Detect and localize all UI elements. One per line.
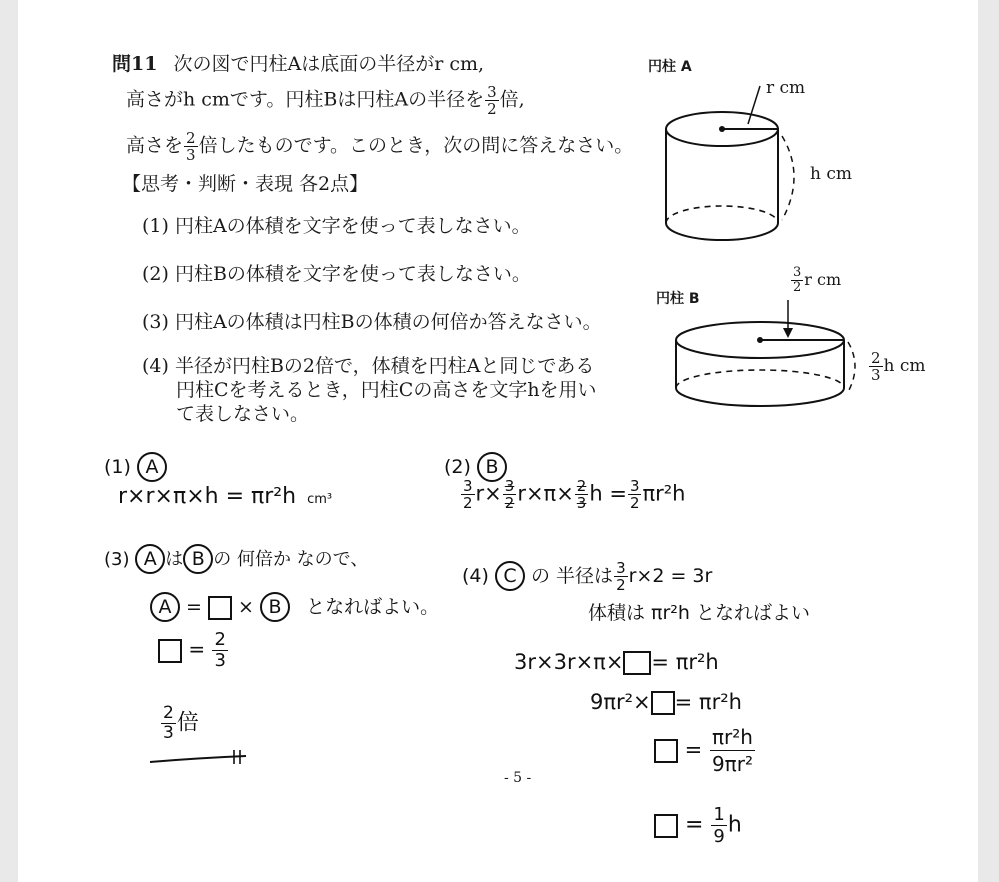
- numerator: 3: [629, 477, 640, 495]
- problem-line-3: [126, 130, 633, 163]
- fraction: [461, 478, 475, 511]
- numerator: 3: [504, 477, 515, 495]
- expression-part: 9πr²×: [590, 690, 651, 714]
- cylinder-b-center: [757, 337, 763, 343]
- denominator: 3: [871, 366, 881, 384]
- answer-4-eq-4: = $\frac{1}{9}$ h: [654, 804, 742, 847]
- problem-text-2b: 倍,: [499, 88, 525, 111]
- numerator: 3: [616, 559, 626, 577]
- answer-1-header: [104, 452, 167, 482]
- problem-text-3a: 高さを: [126, 134, 184, 157]
- expression-part: r×π×: [517, 481, 574, 506]
- answer-3-unit: 倍: [176, 710, 199, 736]
- answer-4-volume-text: 体積は πr²h となればよい: [588, 602, 810, 624]
- cylinder-b-radius-label: [790, 266, 841, 295]
- fraction: [503, 478, 517, 511]
- answer-3-box-value: = $\frac{2}{3}$: [158, 630, 229, 671]
- problem-text-2a: 高さがh cmです。円柱Bは円柱Aの半径を: [126, 88, 485, 111]
- cylinder-a-center: [719, 126, 725, 132]
- circled-letter: B: [260, 592, 290, 622]
- problem-category: 【思考・判断・表現 各2点】: [122, 173, 369, 195]
- numerator: 2: [871, 349, 881, 367]
- denominator: 3: [163, 723, 174, 743]
- cylinder-b-bottom-back: [676, 370, 844, 388]
- fraction: [161, 704, 176, 743]
- expression-part: = πr²h: [674, 690, 742, 714]
- expression-part: 3r×3r×π×: [514, 650, 624, 674]
- numerator: 2: [186, 129, 196, 147]
- answer-label: (1): [104, 456, 131, 478]
- expression-part: = πr²h: [651, 650, 719, 674]
- cylinder-a-title: 円柱 A: [648, 59, 692, 75]
- unit: h cm: [883, 356, 926, 376]
- fraction: [710, 724, 755, 777]
- problem-line-2: [126, 84, 525, 117]
- fraction: [184, 130, 198, 163]
- answer-label: (4): [462, 565, 489, 587]
- answer-1-expression: r×r×π×h = πr²h: [118, 484, 297, 509]
- answer-4-eq-1: [514, 650, 719, 675]
- answer-4-header: [462, 560, 712, 593]
- answer-4-eq-3: = $\frac{\text{πr²h}}{\text{9πr²}}$: [654, 724, 756, 777]
- answer-label: (3): [104, 549, 130, 570]
- circled-letter: A: [137, 452, 167, 482]
- cylinder-a-height-label: h cm: [810, 164, 852, 184]
- answer-3-text: となればよい。: [306, 596, 440, 618]
- answer-underline: [148, 744, 258, 768]
- cylinder-b-height-arc: [848, 342, 855, 392]
- denominator: 2: [616, 576, 626, 594]
- denominator: 2: [504, 494, 515, 512]
- numerator: 2: [214, 629, 226, 650]
- denominator: 9πr²: [711, 752, 753, 776]
- problem-number: 問11: [112, 53, 158, 75]
- cylinder-a-diagram: [650, 84, 810, 254]
- fraction: [869, 350, 883, 383]
- cylinder-b-diagram: [672, 296, 862, 426]
- numerator: 1: [713, 804, 725, 825]
- numerator: 2: [576, 477, 587, 495]
- problem-line-1: [112, 52, 484, 76]
- arrow-head-icon: [783, 328, 793, 338]
- cylinder-a-radius-pointer: [748, 86, 760, 124]
- denominator: 9: [713, 826, 725, 847]
- fraction: [628, 478, 642, 511]
- denominator: 3: [186, 146, 196, 164]
- numerator: 2: [163, 703, 174, 723]
- answer-4-text: r×2 = 3r: [628, 565, 713, 587]
- answer-label: (2): [444, 456, 471, 478]
- page-number: - 5 -: [504, 770, 532, 786]
- denominator: 2: [793, 280, 802, 295]
- unknown-box: [654, 739, 678, 763]
- circled-letter: C: [495, 561, 525, 591]
- numerator: 3: [793, 265, 802, 280]
- question-4-line-1: (4) 半径が円柱Bの2倍で，体積を円柱Aと同じである: [142, 355, 595, 377]
- question-4-line-2: 円柱Cを考えるとき，円柱Cの高さを文字hを用い: [176, 379, 597, 401]
- unknown-box: [158, 639, 182, 663]
- answer-3-header: [104, 544, 368, 574]
- expression-part: πr²h: [642, 481, 686, 506]
- answer-3-final: [160, 704, 199, 743]
- answer-2-work: $\frac{3}{2}$ r× $\frac{3}{2}$ r×π× $\frac{2}{3}$ h = $\frac{3}{2}$ πr²h: [463, 477, 686, 512]
- unknown-box: [654, 814, 678, 838]
- numerator: 3: [463, 477, 473, 495]
- cylinder-a-height-arc: [782, 136, 794, 220]
- denominator: 3: [214, 650, 226, 671]
- fraction: [485, 84, 499, 117]
- denominator: 3: [576, 494, 587, 512]
- denominator: 2: [629, 494, 640, 512]
- unit: r cm: [804, 270, 842, 289]
- fraction: [791, 266, 803, 295]
- question-3: (3) 円柱Aの体積は円柱Bの体積の何倍か答えなさい。: [142, 311, 602, 333]
- denominator: 2: [487, 100, 497, 118]
- cylinder-b-title: 円柱 B: [656, 291, 700, 307]
- question-1: (1) 円柱Aの体積を文字を使って表しなさい。: [142, 215, 531, 237]
- circled-letter: B: [183, 544, 213, 574]
- answer-4-text: の 半径は: [531, 565, 614, 587]
- problem-text-1: 次の図で円柱Aは底面の半径がr cm,: [173, 53, 485, 75]
- circled-letter: A: [135, 544, 165, 574]
- answer-3-text: は: [165, 549, 184, 570]
- unknown-box: [208, 596, 232, 620]
- answer-3-equation: A = × B となればよい。: [150, 592, 439, 622]
- problem-text-3b: 倍したものです。このとき，次の問に答えなさい。: [198, 134, 634, 157]
- numerator: 3: [487, 83, 497, 101]
- cylinder-a-radius-label: r cm: [766, 78, 806, 98]
- circled-letter: B: [477, 452, 507, 482]
- cylinder-a-bottom-back: [666, 206, 778, 223]
- answer-1-work: [118, 484, 332, 509]
- numerator: πr²h: [711, 725, 753, 749]
- unknown-box: [623, 651, 651, 675]
- cylinder-b-bottom-front: [676, 388, 844, 406]
- cylinder-b-height-label: [868, 350, 926, 383]
- question-4-line-3: て表しなさい。: [176, 403, 310, 425]
- expression-part: h: [727, 812, 742, 838]
- cylinder-a-bottom-front: [666, 223, 778, 240]
- fraction: [212, 630, 227, 671]
- denominator: 2: [463, 494, 473, 512]
- fraction: [711, 804, 726, 847]
- question-2: (2) 円柱Bの体積を文字を使って表しなさい。: [142, 263, 531, 285]
- unknown-box: [651, 691, 675, 715]
- circled-letter: A: [150, 592, 180, 622]
- answer-4-eq-2: [590, 690, 742, 715]
- answer-1-unit: cm³: [307, 492, 333, 507]
- fraction: [614, 560, 628, 593]
- answer-3-text: の 何倍か なので、: [213, 549, 369, 570]
- fraction: [575, 478, 589, 511]
